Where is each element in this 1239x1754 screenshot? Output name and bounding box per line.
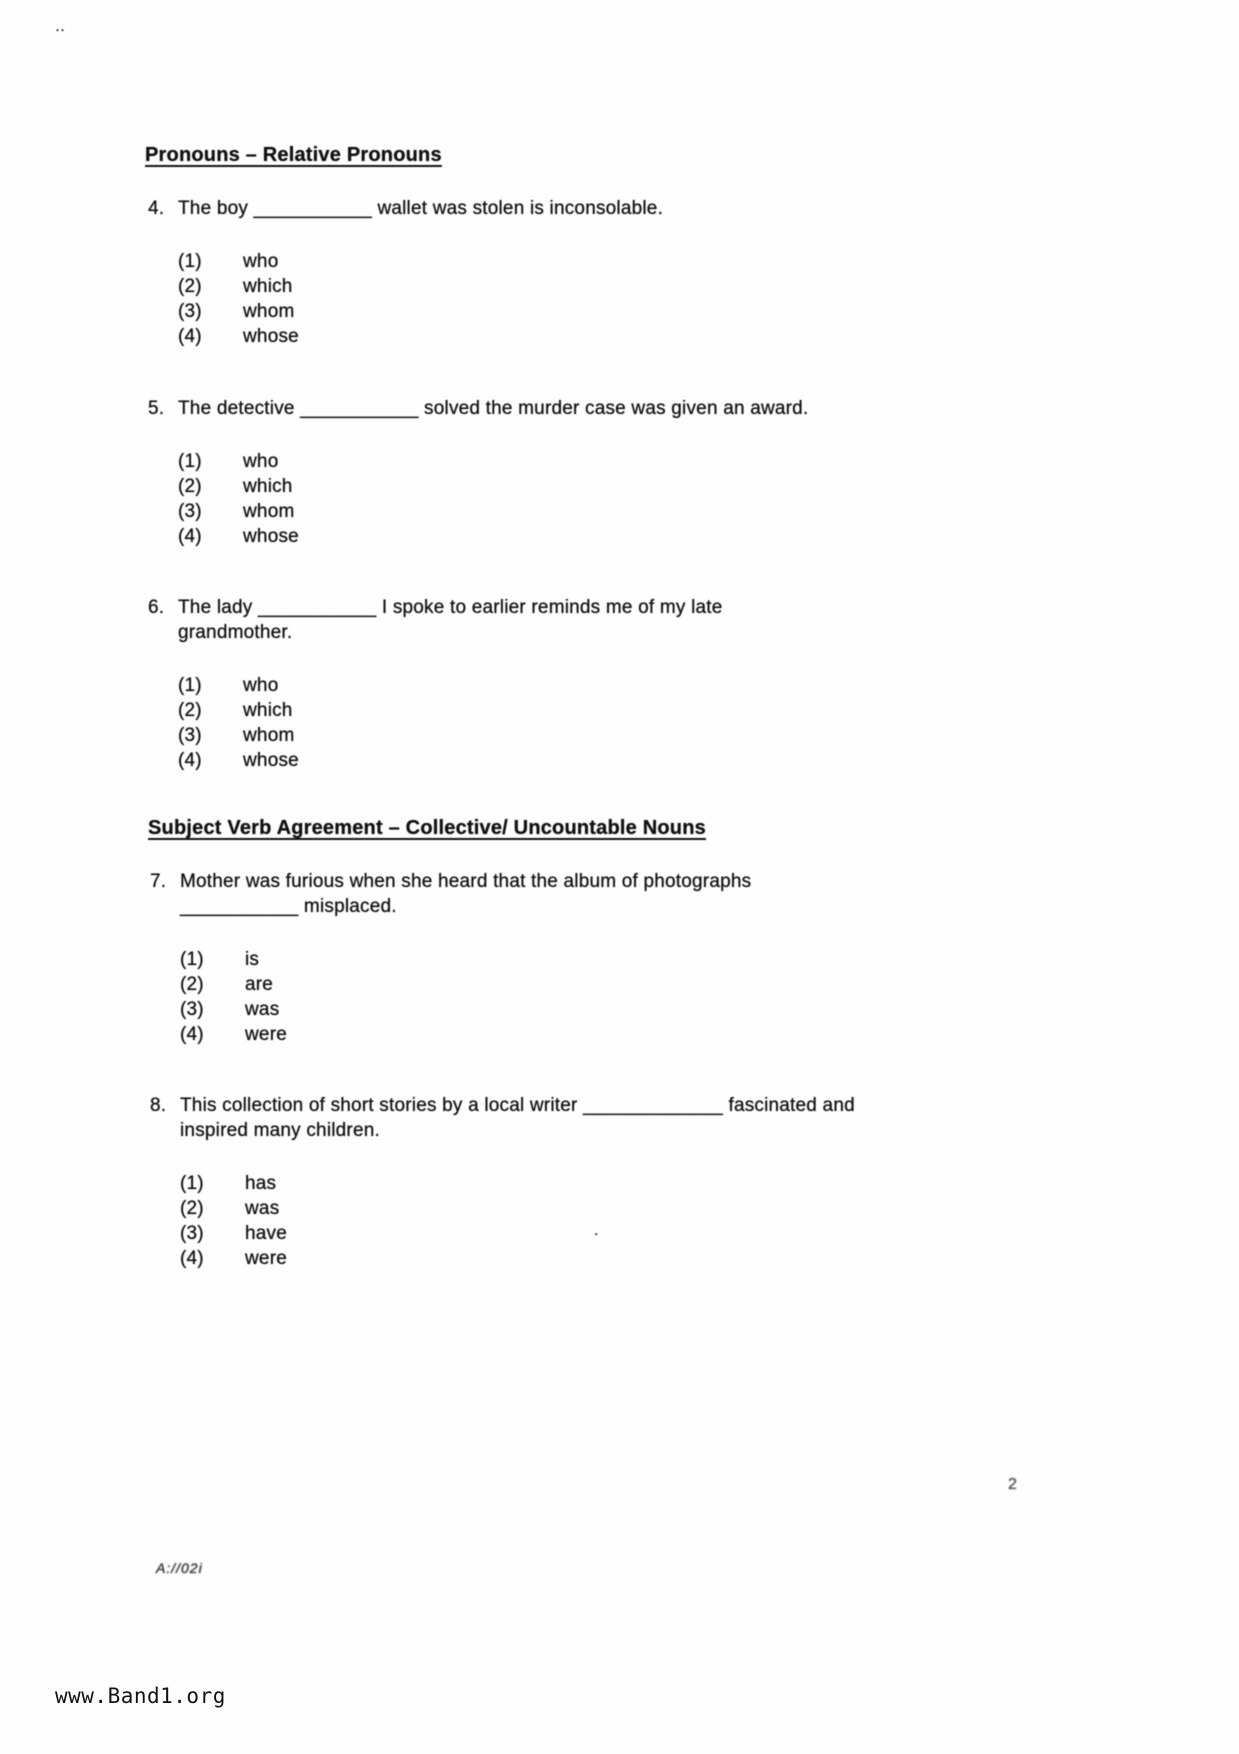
option-row (178, 524, 808, 549)
question-text: The boy ___________ wallet was stolen is inconsolable. (178, 198, 664, 219)
option-row (180, 1221, 855, 1246)
question-text-line: This collection of short stories by a local writer _____________ fascinated and (180, 1095, 855, 1116)
option-row (178, 673, 723, 698)
option-row (178, 474, 808, 499)
question-text-line: Mother was furious when she heard that the album of photographs (180, 871, 752, 892)
option-number: (2) (180, 974, 204, 995)
question-4 (148, 196, 663, 349)
site-watermark: www.Band1.org (55, 1684, 226, 1708)
option-row (180, 1196, 855, 1221)
option-number: (1) (178, 251, 202, 272)
options-list (180, 1171, 855, 1271)
option-number: (4) (178, 750, 202, 771)
footer-code: A://02i (156, 1560, 203, 1576)
option-label: whom (243, 301, 295, 322)
option-label: is (245, 949, 260, 970)
page-number: 2 (1008, 1476, 1018, 1493)
question-text-line: ___________ misplaced. (180, 896, 397, 917)
option-label: who (243, 451, 279, 472)
question-number: 4. (148, 198, 165, 219)
option-row (178, 748, 723, 773)
option-number: (4) (178, 326, 202, 347)
option-label: were (245, 1248, 287, 1269)
question-number: 6. (148, 597, 165, 618)
option-label: whom (243, 725, 295, 746)
question-8 (150, 1093, 855, 1271)
option-label: have (245, 1223, 288, 1244)
options-list (180, 947, 751, 1047)
question-6 (148, 595, 723, 773)
option-row (178, 723, 723, 748)
option-number: (4) (180, 1024, 204, 1045)
option-number: (2) (178, 476, 202, 497)
option-row (178, 299, 663, 324)
options-list (178, 449, 808, 549)
option-row (178, 698, 723, 723)
option-label: who (243, 251, 279, 272)
option-row (178, 324, 663, 349)
option-number: (2) (180, 1198, 204, 1219)
option-number: (1) (178, 675, 202, 696)
question-number: 7. (150, 871, 167, 892)
option-number: (1) (180, 1173, 204, 1194)
option-label: whose (243, 326, 299, 347)
option-row (180, 947, 751, 972)
option-label: which (243, 276, 293, 297)
scan-artifact-dot: . (594, 1222, 599, 1239)
question-number: 8. (150, 1095, 167, 1116)
option-label: whom (243, 501, 295, 522)
question-text-line: grandmother. (178, 622, 293, 643)
options-list (178, 673, 723, 773)
option-row (180, 972, 751, 997)
option-label: who (243, 675, 279, 696)
question-text: The detective ___________ solved the murder case was given an award. (178, 398, 809, 419)
option-row (180, 1171, 855, 1196)
option-number: (2) (178, 276, 202, 297)
option-label: which (243, 700, 293, 721)
option-row (178, 499, 808, 524)
option-row (178, 274, 663, 299)
options-list (178, 249, 663, 349)
option-number: (4) (178, 526, 202, 547)
option-row (180, 1022, 751, 1047)
option-number: (1) (180, 949, 204, 970)
option-row (178, 449, 808, 474)
option-label: which (243, 476, 293, 497)
section-heading-relative-pronouns: Pronouns – Relative Pronouns (145, 144, 442, 166)
question-text-line: inspired many children. (180, 1120, 380, 1141)
option-number: (1) (178, 451, 202, 472)
option-label: was (245, 1198, 280, 1219)
option-label: whose (243, 526, 299, 547)
question-number: 5. (148, 398, 165, 419)
option-number: (2) (178, 700, 202, 721)
option-row (180, 997, 751, 1022)
option-number: (3) (180, 1223, 204, 1244)
option-label: are (245, 974, 274, 995)
option-label: whose (243, 750, 299, 771)
option-number: (3) (180, 999, 204, 1020)
option-number: (3) (178, 301, 202, 322)
option-number: (4) (180, 1248, 204, 1269)
option-label: was (245, 999, 280, 1020)
question-5 (148, 396, 808, 549)
option-row (178, 249, 663, 274)
question-text-line: The lady ___________ I spoke to earlier reminds me of my late (178, 597, 723, 618)
option-number: (3) (178, 501, 202, 522)
question-7 (150, 869, 751, 1047)
option-label: has (245, 1173, 277, 1194)
option-row (180, 1246, 855, 1271)
section-heading-subject-verb-agreement: Subject Verb Agreement – Collective/ Uncountable Nouns (148, 817, 706, 839)
scan-artifact-dots: .. (56, 22, 67, 34)
option-number: (3) (178, 725, 202, 746)
option-label: were (245, 1024, 287, 1045)
